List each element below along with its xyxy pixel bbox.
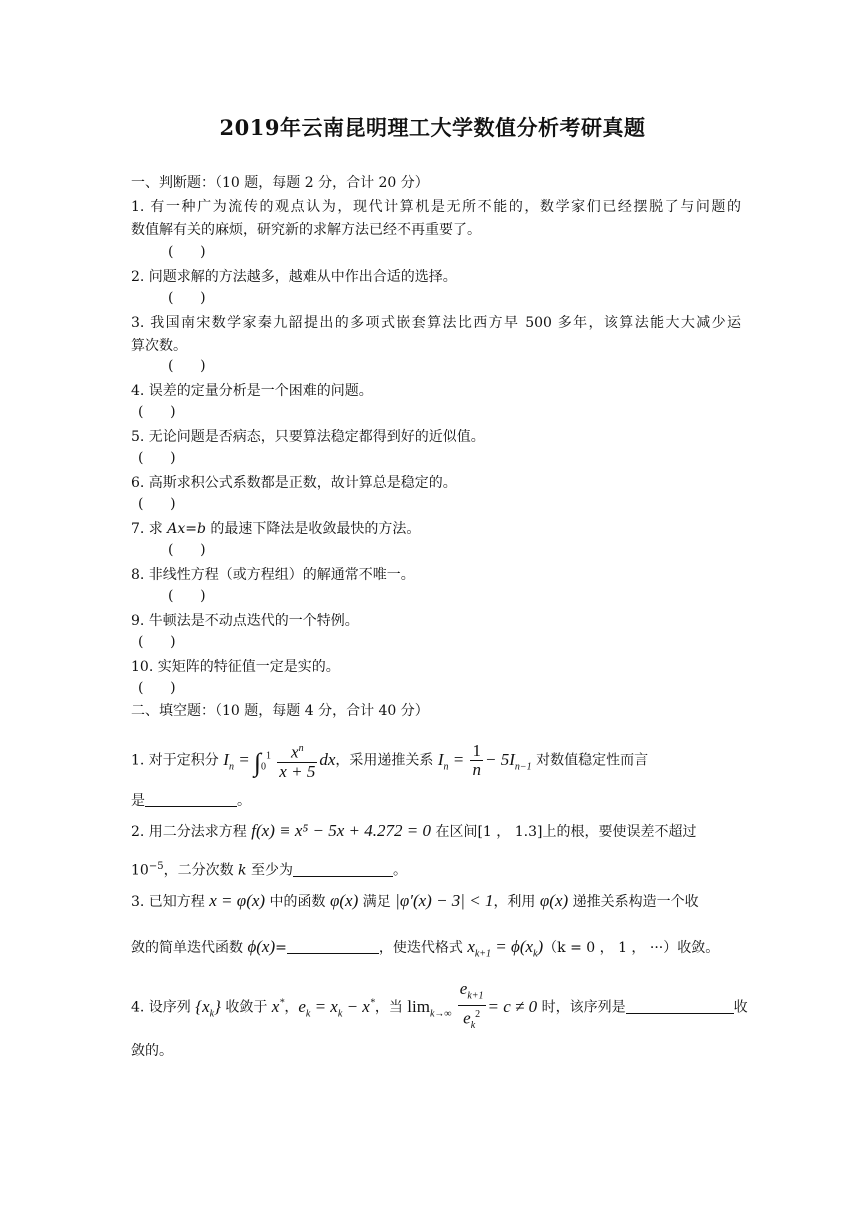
- answer-paren: ( ): [168, 542, 206, 558]
- fill-q1-line2: [131, 790, 741, 812]
- fill-q3-line1: [131, 890, 741, 913]
- fill-q3-text-c: 满足: [358, 894, 396, 910]
- fill-q3-text-b: 中的函数: [265, 894, 330, 910]
- fill-q1-line1: [131, 736, 741, 787]
- answer-paren: ( ): [168, 358, 206, 374]
- fill-q2-k: k: [238, 862, 247, 879]
- q8-line1: 8. 非线性方程（或方程组）的解通常不唯一。: [131, 567, 415, 583]
- fill-q1-text-e: 。: [237, 793, 251, 809]
- fill-q2-line2: [131, 856, 741, 882]
- q3-line2: 算次数。: [131, 338, 187, 354]
- q7-text-b: 的最速下降法是收敛最快的方法。: [205, 521, 421, 537]
- answer-paren: ( ): [138, 496, 176, 512]
- fill-q4-text-e: 时，该序列是: [537, 999, 626, 1016]
- fill-q4-text-a: 4. 设序列: [131, 999, 196, 1016]
- fill-q1-text-a: 1. 对于定积分: [131, 752, 224, 769]
- fill-q2-text-e: 至少为: [246, 862, 293, 879]
- q10-line1: 10. 实矩阵的特征值一定是实的。: [131, 659, 340, 675]
- answer-blank[interactable]: [145, 790, 237, 807]
- answer-blank[interactable]: [293, 860, 393, 877]
- q2-line1: 2. 问题求解的方法越多，越难从中作出合适的选择。: [131, 269, 457, 285]
- phi-fn: φ(x): [329, 891, 359, 910]
- phi-condition: |φ′(x) − 3| < 1: [395, 891, 494, 910]
- fill-q1-text-c: 对数值稳定性而言: [531, 752, 649, 769]
- fill-q2-text-d: ，二分次数: [163, 862, 239, 879]
- q1-line1: 1. 有一种广为流传的观点认为，现代计算机是无所不能的，数学家们已经摆脱了与问题的: [131, 199, 741, 215]
- answer-paren: ( ): [138, 634, 176, 650]
- answer-paren: ( ): [168, 244, 206, 260]
- section1-header: 一、判断题：（10 题，每题 2 分，合计 20 分）: [131, 175, 429, 191]
- fill-q4-text-b: 收敛于: [220, 999, 272, 1016]
- answer-paren: ( ): [168, 588, 206, 604]
- q4-line1: 4. 误差的定量分析是一个困难的问题。: [131, 383, 373, 399]
- fill-q4-text-f: 收: [733, 999, 748, 1016]
- fixed-point-eq: x = φ(x): [209, 891, 266, 910]
- phi-fn: φ(x): [539, 891, 569, 910]
- answer-paren: ( ): [138, 680, 176, 696]
- fill-q1-text-d: 是: [131, 793, 145, 809]
- q7-text-a: 7. 求: [131, 521, 168, 537]
- integral-formula: $I_n = \int_0^1$ $\frac{x^n}{x + 5}$ dx: [223, 750, 335, 769]
- section2-header: 二、填空题：（10 题，每题 4 分，合计 40 分）: [131, 703, 429, 719]
- answer-paren: ( ): [138, 404, 176, 420]
- fill-q1-text-b: ，采用递推关系: [335, 752, 438, 769]
- fill-q2-exp: −5: [148, 861, 164, 872]
- limit-expr: $\lim_{k\to\infty}$ $\frac{e_{k+1}}{e_k^2}$ = c ≠ 0: [407, 979, 538, 1032]
- q5-line1: 5. 无论问题是否病态，只要算法稳定都得到好的近似值。: [131, 429, 485, 445]
- iteration-fn: ϕ(x): [247, 937, 276, 956]
- q6-line1: 6. 高斯求积公式系数都是正数，故计算总是稳定的。: [131, 475, 457, 491]
- fill-q3-text-h: ，使迭代格式: [378, 940, 468, 956]
- page-title: 2019年云南昆明理工大学数值分析考研真题: [219, 115, 646, 140]
- sequence: $\{x_k\}$: [195, 996, 221, 1020]
- fill-q2-text-f: 。: [392, 862, 407, 879]
- answer-blank[interactable]: [626, 997, 734, 1014]
- q9-line1: 9. 牛顿法是不动点迭代的一个特例。: [131, 613, 359, 629]
- fill-q4-text-d: ，当: [374, 999, 408, 1016]
- fill-q2-line1: [131, 820, 741, 843]
- error-def: $e_k = x_k - x^*$: [298, 996, 375, 1020]
- answer-paren: ( ): [138, 450, 176, 466]
- fill-q4-line1: [131, 979, 748, 1035]
- fill-q3-text-i: （k = 0 ， 1 ， ···）收敛。: [543, 940, 720, 956]
- q1-line2: 数值解有关的麻烦，研究新的求解方法已经不再重要了。: [131, 222, 481, 238]
- fill-q3-text-f: 敛的简单迭代函数: [131, 940, 248, 956]
- answer-paren: ( ): [168, 290, 206, 306]
- fill-q2-text-b: 在区间[1 ， 1.3]上的根，要使误差不超过: [431, 824, 697, 840]
- fill-q3-text-d: ，利用: [493, 894, 540, 910]
- fill-q2-text-a: 2. 用二分法求方程: [131, 824, 252, 840]
- iteration-scheme: $x_{k+1} = \phi(x_k)$: [467, 937, 544, 960]
- fill-q3-text-g: =: [275, 940, 287, 956]
- limit-point: x*: [271, 996, 285, 1016]
- q7-math: Ax=b: [167, 521, 206, 537]
- q3-line1: 3. 我国南宋数学家秦九韶提出的多项式嵌套算法比西方早 500 多年，该算法能大大减少运: [131, 315, 741, 331]
- bisection-equation: f(x) ≡ x⁵ − 5x + 4.272 = 0: [251, 821, 431, 840]
- q7-line1: [131, 518, 741, 540]
- fill-q2-base: 10: [131, 862, 149, 879]
- recurrence-formula: $I_n$ = $\frac{1}{n}$ − $5I_{n-1}$: [437, 741, 532, 780]
- fill-q4-text-c: ，: [284, 999, 299, 1016]
- fill-q4-line2: 敛的。: [131, 1043, 173, 1059]
- answer-blank[interactable]: [287, 937, 379, 954]
- fill-q3-line2: [131, 936, 741, 965]
- fill-q3-text-e: 递推关系构造一个收: [568, 894, 699, 910]
- fill-q3-text-a: 3. 已知方程: [131, 894, 210, 910]
